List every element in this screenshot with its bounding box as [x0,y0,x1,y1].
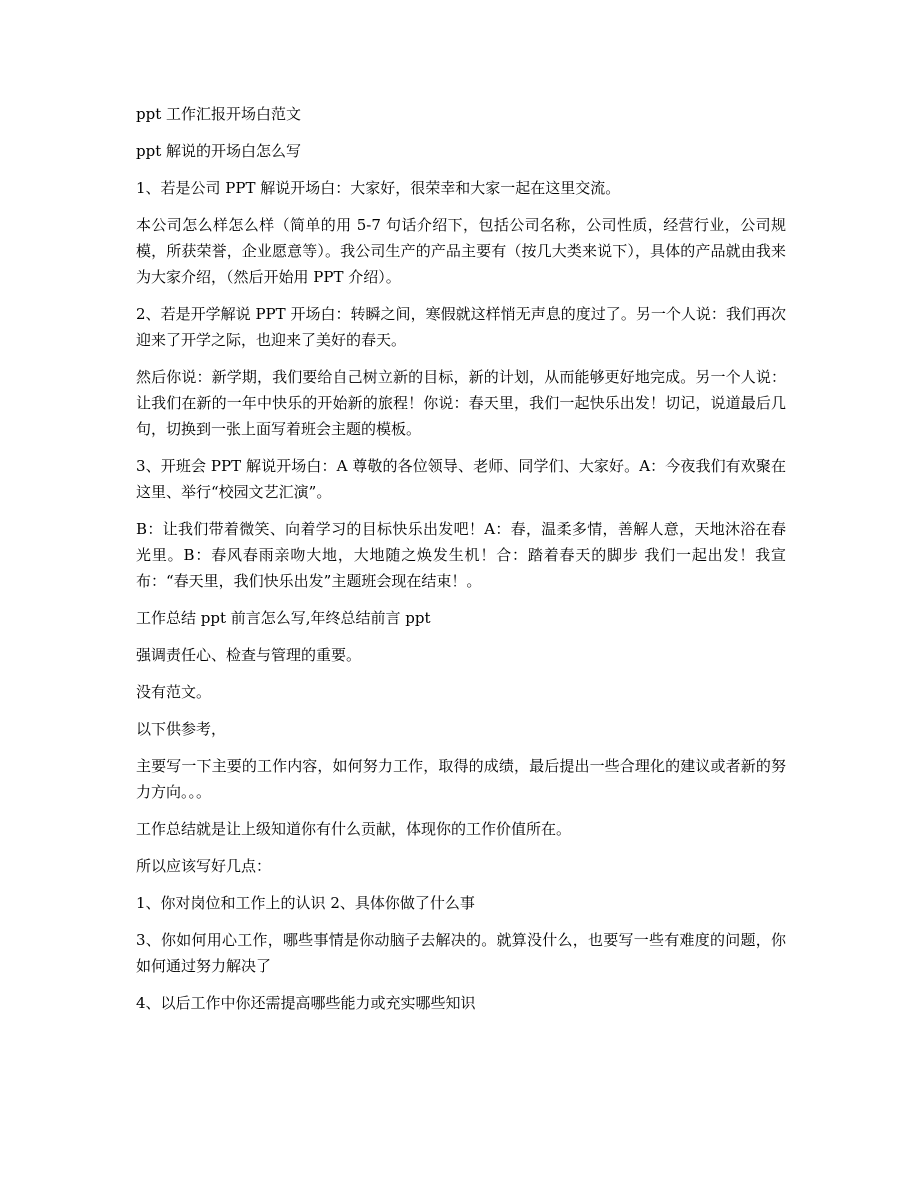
list-item: 3、你如何用心工作，哪些事情是你动脑子去解决的。就算没什么，也要写一些有难度的问题，你如何通过努力解决了 [136,931,786,975]
paragraph: B：让我们带着微笑、向着学习的目标快乐出发吧！A：春，温柔多情，善解人意，天地沐浴在春光里。B：春风春雨亲吻大地，大地随之焕发生机！合：踏着春天的脚步 我们一起出发！我宣布：“春天里，我们快乐出发”主题班会现在结束！。 [136,520,786,590]
paragraph: 强调责任心、检查与管理的重要。 [136,646,362,664]
paragraph: 工作总结就是让上级知道你有什么贡献，体现你的工作价值所在。 [136,820,572,838]
paragraph: 本公司怎么样怎么样（简单的用 5-7 句话介绍下，包括公司名称，公司性质，经营行业，公司规模，所获荣誉，企业愿意等）。我公司生产的产品主要有（按几大类来说下），具体的产品就由我来为大家介绍，（然后开始用 PPT 介绍）。 [136,216,786,286]
section-heading: ppt 解说的开场白怎么写 [136,142,302,160]
paragraph: 以下供参考， [136,720,227,738]
paragraph: 没有范文。 [136,683,212,701]
paragraph: 1、若是公司 PPT 解说开场白：大家好，很荣幸和大家一起在这里交流。 [136,179,621,197]
list-item: 1、你对岗位和工作上的认识 2、具体你做了什么事 [136,894,475,912]
paragraph: 所以应该写好几点： [136,857,272,875]
document-title: ppt 工作汇报开场白范文 [136,105,302,123]
paragraph: 3、开班会 PPT 解说开场白：A 尊敬的各位领导、老师、同学们、大家好。A：今夜我们有欢聚在这里、举行“校园文艺汇演”。 [136,457,786,501]
list-item: 4、以后工作中你还需提高哪些能力或充实哪些知识 [136,994,476,1012]
paragraph: 然后你说：新学期，我们要给自己树立新的目标，新的计划，从而能够更好地完成。另一个人说：让我们在新的一年中快乐的开始新的旅程！你说：春天里，我们一起快乐出发！切记，说道最后几句，切换到一张上面写着班会主题的模板。 [136,368,786,438]
paragraph: 2、若是开学解说 PPT 开场白：转瞬之间，寒假就这样悄无声息的度过了。另一个人说：我们再次迎来了开学之际，也迎来了美好的春天。 [136,305,786,349]
section-heading: 工作总结 ppt 前言怎么写,年终总结前言 ppt [136,609,431,627]
paragraph: 主要写一下主要的工作内容，如何努力工作，取得的成绩，最后提出一些合理化的建议或者新的努力方向。。。 [136,757,786,801]
document-page [136,101,786,1027]
